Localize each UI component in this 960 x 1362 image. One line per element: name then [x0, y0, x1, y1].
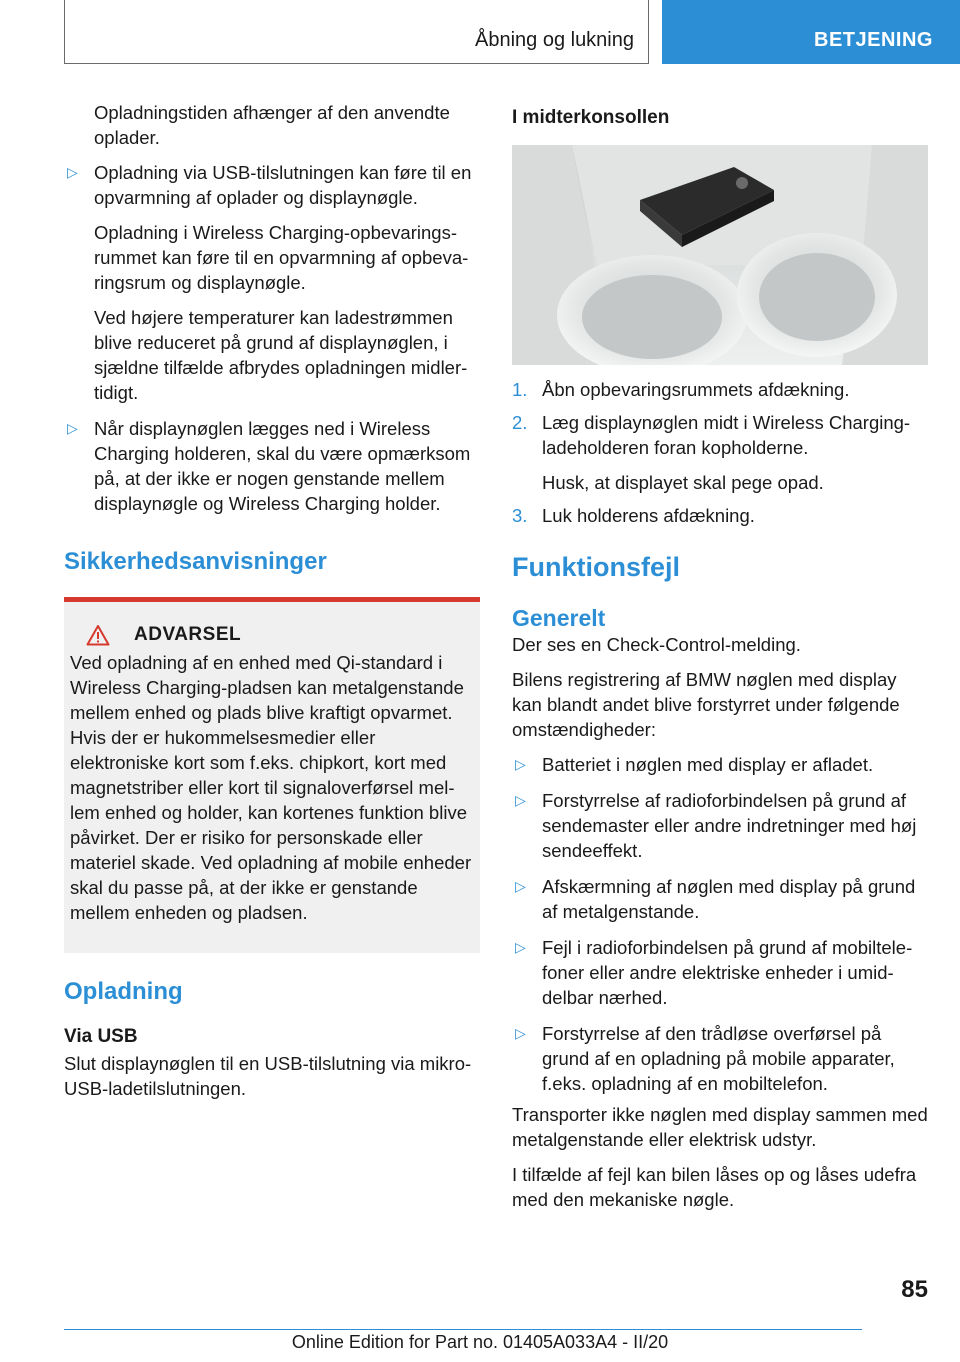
right-column-lower — [512, 377, 928, 1212]
bullet-triangle-icon: ▷ — [515, 878, 526, 894]
header-section-title: Åbning og lukning — [474, 29, 634, 51]
usb-text: Slut displaynøglen til en USB-tilslutning via mikro-USB-ladetilslutningen. — [64, 1053, 472, 1099]
warning-text: Ved opladning af en enhed med Qi-standard i Wireless Charging-pladsen kan metalgenstande mellem enhed og plads blive kraftigt opvarmet. Hvis der er hukommelsesmedier eller elektroniske kort som f.eks. chipkort, kort med magnetstriber eller kort til signaloverførsel mellem enhed og holder, kan kortenes funktion blive påvirket. Der er risiko for personskade eller materiel skade. Ved opladning af mobile enheder skal du passe på, at der ikke er genstande mellem enheden og pladsen. — [70, 652, 472, 923]
bullet-text: Afskærmning af nøglen med display på grund af metalgenstande. — [542, 876, 916, 922]
step-text: Læg displaynøglen midt i Wireless Charging-ladeholderen foran kopholderne. — [542, 412, 911, 458]
intro-continuation: Opladningstiden afhænger af den anvendte oplader. — [94, 102, 450, 148]
bullet-triangle-icon: ▷ — [67, 420, 78, 436]
console-photo — [512, 145, 928, 365]
bullet-triangle-icon: ▷ — [515, 939, 526, 955]
bullet-subparagraph: Opladning i Wireless Charging-opbevaringsrummet kan føre til en opvarmning af opbevaringsrum og displaynøgle. — [94, 222, 469, 293]
warning-box — [64, 597, 480, 953]
bullet-text: Forstyrrelse af radioforbindelsen på grund af sendemaster eller andre indretninger med høj sendeeffekt. — [542, 790, 917, 861]
page-number: 85 — [901, 1276, 928, 1303]
list-item — [512, 410, 928, 495]
list-item — [512, 377, 928, 402]
step-number: 2. — [512, 412, 528, 433]
bullet-text: Fejl i radioforbindelsen på grund af mobiltelefoner eller andre elektriske enheder i umiddelbar nærhed. — [542, 937, 913, 1008]
list-item — [64, 160, 480, 405]
step-text: Luk holderens afdækning. — [542, 505, 755, 526]
bullet-text: Forstyrrelse af den trådløse overførsel på grund af en opladning på mobile apparater, f.eks. opladning af en mobiltelefon. — [542, 1023, 895, 1094]
list-item — [512, 752, 928, 777]
step-text: Åbn opbevaringsrummets afdækning. — [542, 379, 850, 400]
warning-title-row — [70, 624, 474, 646]
general-heading: Generelt — [512, 605, 606, 631]
left-column — [64, 100, 480, 576]
list-item — [512, 788, 928, 863]
body-paragraph: Der ses en Check-Control-melding. — [512, 634, 801, 655]
warning-title: ADVARSEL — [134, 624, 242, 645]
step-number: 3. — [512, 505, 528, 526]
right-column — [512, 100, 928, 132]
bullet-subparagraph: Ved højere temperaturer kan ladestrømmen blive reduceret på grund af displaynøglen, i sjældne tilfælde afbrydes opladningen midlertidigt. — [94, 307, 468, 403]
malfunction-heading: Funktionsfejl — [512, 552, 680, 582]
list-item — [512, 935, 928, 1010]
bullet-text: Opladning via USB-tilslutningen kan føre til en opvarmning af oplader og displaynøgle. — [94, 162, 472, 208]
header-chapter-tab: BETJENING — [662, 0, 960, 64]
bullet-triangle-icon: ▷ — [67, 164, 78, 180]
list-item — [512, 874, 928, 924]
bullet-triangle-icon: ▷ — [515, 1025, 526, 1041]
bullet-triangle-icon: ▷ — [515, 756, 526, 772]
step-number: 1. — [512, 379, 528, 400]
edition-footer: Online Edition for Part no. 01405A033A4 - II/20 — [291, 1332, 669, 1352]
body-paragraph: Bilens registrering af BMW nøglen med display kan blandt andet blive forstyrret under følgende omstændigheder: — [512, 669, 900, 740]
list-item — [512, 503, 928, 528]
warning-triangle-icon — [86, 624, 110, 646]
bullet-triangle-icon: ▷ — [515, 792, 526, 808]
left-column-lower — [64, 978, 480, 1101]
list-item — [512, 1021, 928, 1096]
center-console-illustration — [512, 145, 928, 365]
bullet-text: Når displaynøglen lægges ned i Wireless Charging holderen, skal du være opmærksom på, at der ikke er nogen genstande mellem displaynøgle og Wireless Charging holder. — [94, 418, 471, 514]
console-subheading: I midterkonsollen — [512, 107, 670, 128]
list-item — [64, 416, 480, 516]
footer-divider — [64, 1329, 862, 1330]
body-paragraph: I tilfælde af fejl kan bilen låses op og låses udefra med den mekaniske nøgle. — [512, 1164, 917, 1210]
charging-heading: Opladning — [64, 978, 183, 1005]
safety-heading: Sikkerhedsanvisninger — [64, 548, 327, 575]
step-note: Husk, at displayet skal pege opad. — [542, 472, 824, 493]
body-paragraph: Transporter ikke nøglen med display sammen med metalgenstande eller elektrisk udstyr. — [512, 1104, 928, 1150]
usb-subheading: Via USB — [64, 1026, 138, 1047]
bullet-text: Batteriet i nøglen med display er afladet. — [542, 754, 874, 775]
